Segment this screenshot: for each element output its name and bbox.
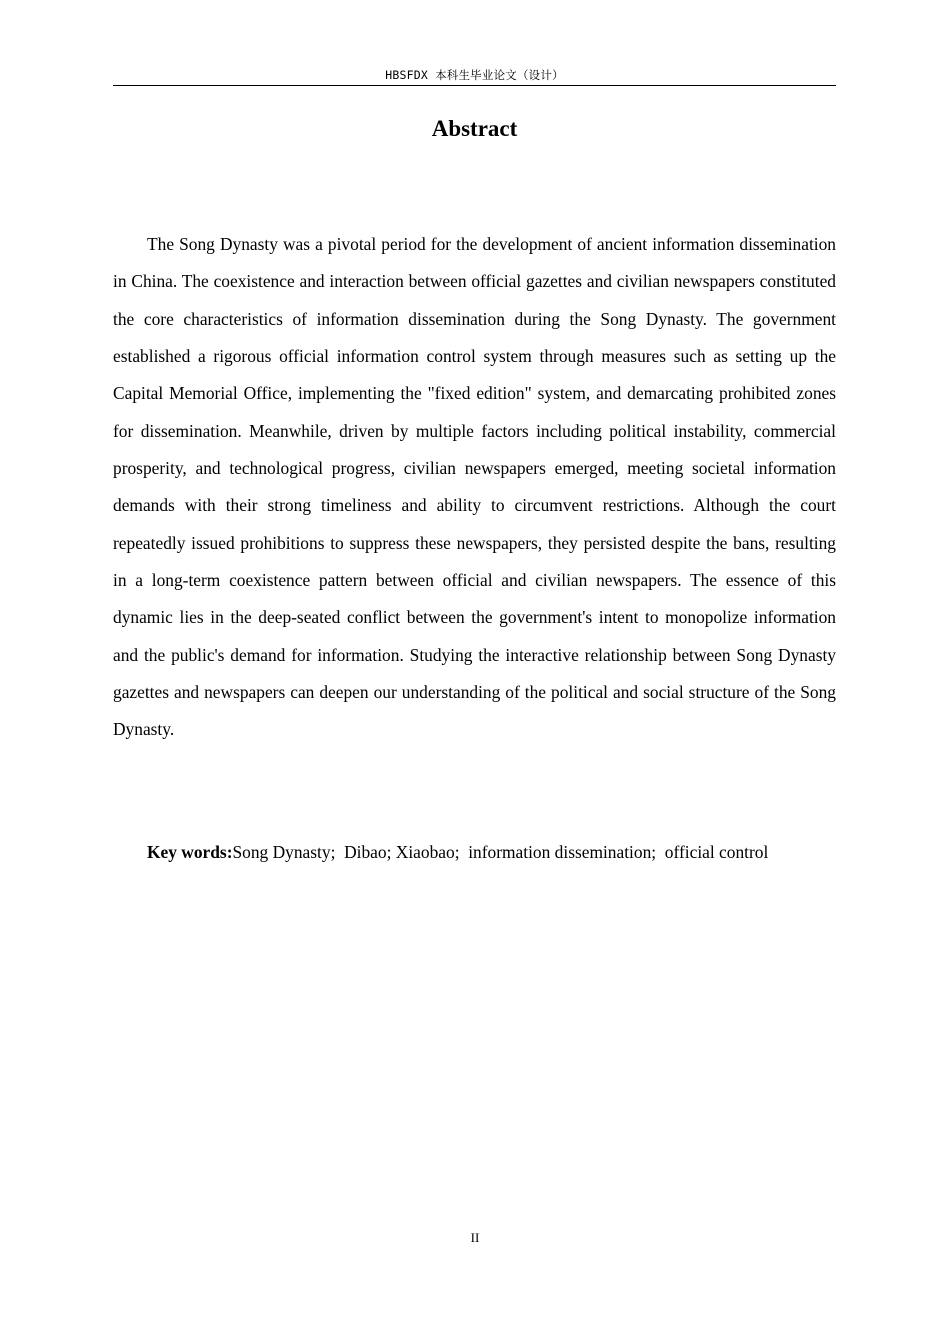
header-rule [113,85,836,86]
page-number: II [470,1230,480,1245]
keywords-line [147,834,847,871]
abstract-body: The Song Dynasty was a pivotal period for the development of ancient information dissemination in China. The coexistence and interaction between official gazettes and civilian newspapers constituted the core characteristics of information dissemination during the Song Dynasty. The government established a rigorous official information control system through measures such as setting up the Capital Memorial Office, implementing the "fixed edition" system, and demarcating prohibited zones for dissemination. Meanwhile, driven by multiple factors including political instability, commercial prosperity, and technological progress, civilian newspapers emerged, meeting societal information demands with their strong timeliness and ability to circumvent restrictions. Although the court repeatedly issued prohibitions to suppress these newspapers, they persisted despite the bans, resulting in a long-term coexistence pattern between official and civilian newspapers. The essence of this dynamic lies in the deep-seated conflict between the government's intent to monopolize information and the public's demand for information. Studying the interactive relationship between Song Dynasty gazettes and newspapers can deepen our understanding of the political and social structure of the Song Dynasty. [113,234,836,740]
abstract-title: Abstract [431,116,518,141]
keywords-label: Key words: [147,842,233,862]
page-header: HBSFDX 本科生毕业论文（设计） [385,68,564,82]
keywords-value: Song Dynasty; Dibao; Xiaobao; information dissemination; official control [232,842,769,862]
